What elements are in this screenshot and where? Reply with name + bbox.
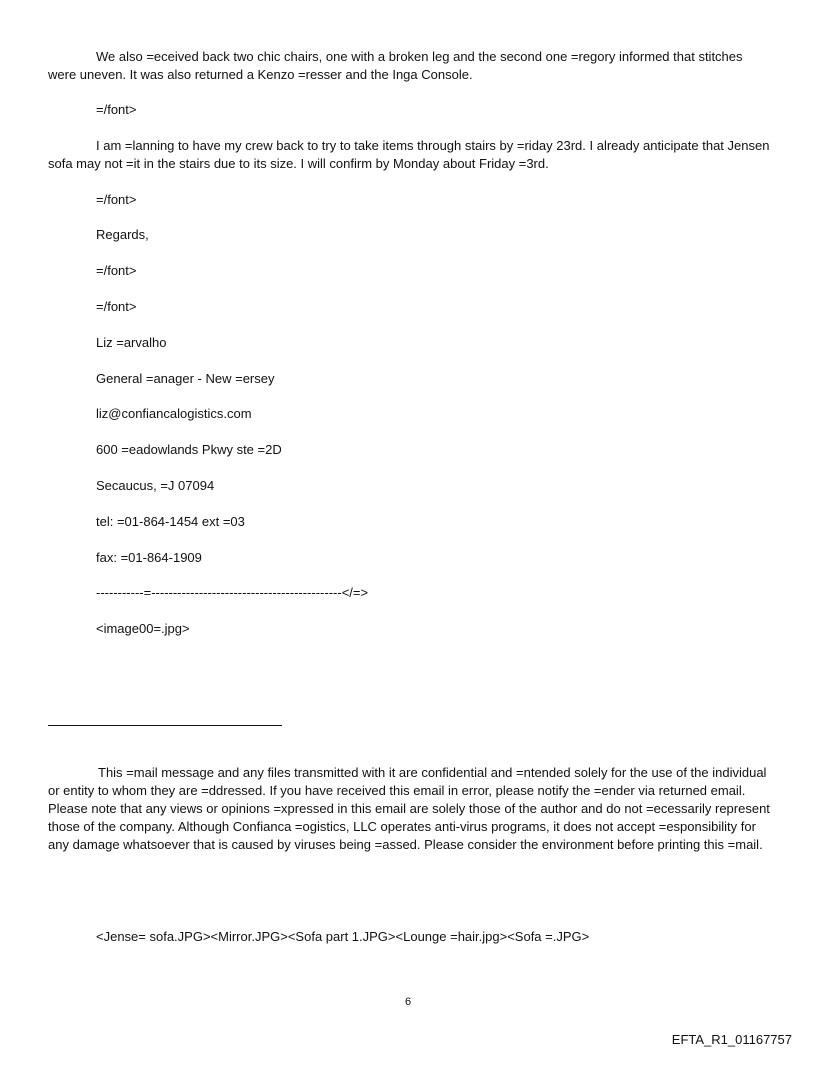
- signature-fax: fax: =01-864-1909: [96, 550, 202, 565]
- attachments-list: <Jense= sofa.JPG><Mirror.JPG><Sofa part 1.JPG><Lounge =hair.jpg><Sofa =.JPG>: [96, 929, 590, 944]
- email-paragraph-returns: We also =eceived back two chic chairs, one with a broken leg and the second one =regory informed that stitches were uneven. It was also returned a Kenzo =resser and the Inga Console.: [48, 49, 743, 82]
- font-tag-line: =/font>: [96, 192, 137, 207]
- email-paragraph-plan: I am =lanning to have my crew back to try to take items through stairs by =riday 23rd. I already anticipate that Jensen sofa may not =it in the stairs due to its size. I will confirm by Monday about Friday =3rd.: [48, 138, 770, 171]
- signature-title: General =anager - New =ersey: [96, 371, 275, 386]
- font-tag-line: =/font>: [96, 299, 137, 314]
- page-number: 6: [404, 996, 412, 1008]
- signature-address-line2: Secaucus, =J 07094: [96, 478, 215, 493]
- signature-image-placeholder: <image00=.jpg>: [96, 621, 190, 636]
- footnote-divider: [48, 725, 282, 726]
- signature-tel: tel: =01-864-1454 ext =03: [96, 514, 245, 529]
- closing-regards: Regards,: [96, 227, 149, 242]
- font-tag-line: =/font>: [96, 102, 137, 117]
- signature-separator: -----------=--------------------------------------------</=>: [96, 585, 369, 600]
- disclaimer-text: This =mail message and any files transmitted with it are confidential and =ntended solely for the use of the individual or entity to whom they are =ddressed. If you have received this email in error, please notify the =ender via returned email. Please note that any views or opinions =xpressed in this email are solely those of the author and do not =ecessarily represent those of the company. Although Confianca =ogistics, LLC operates anti-virus programs, it does not accept =esponsibility for any damage whatsoever that is caused by viruses being =assed. Please consider the environment before printing this =mail.: [48, 765, 770, 852]
- signature-email: liz@confiancalogistics.com: [96, 406, 252, 421]
- font-tag-line: =/font>: [96, 263, 137, 278]
- signature-address-line1: 600 =eadowlands Pkwy ste =2D: [96, 442, 282, 457]
- signature-name: Liz =arvalho: [96, 335, 167, 350]
- bates-number: EFTA_R1_01167757: [671, 1032, 792, 1047]
